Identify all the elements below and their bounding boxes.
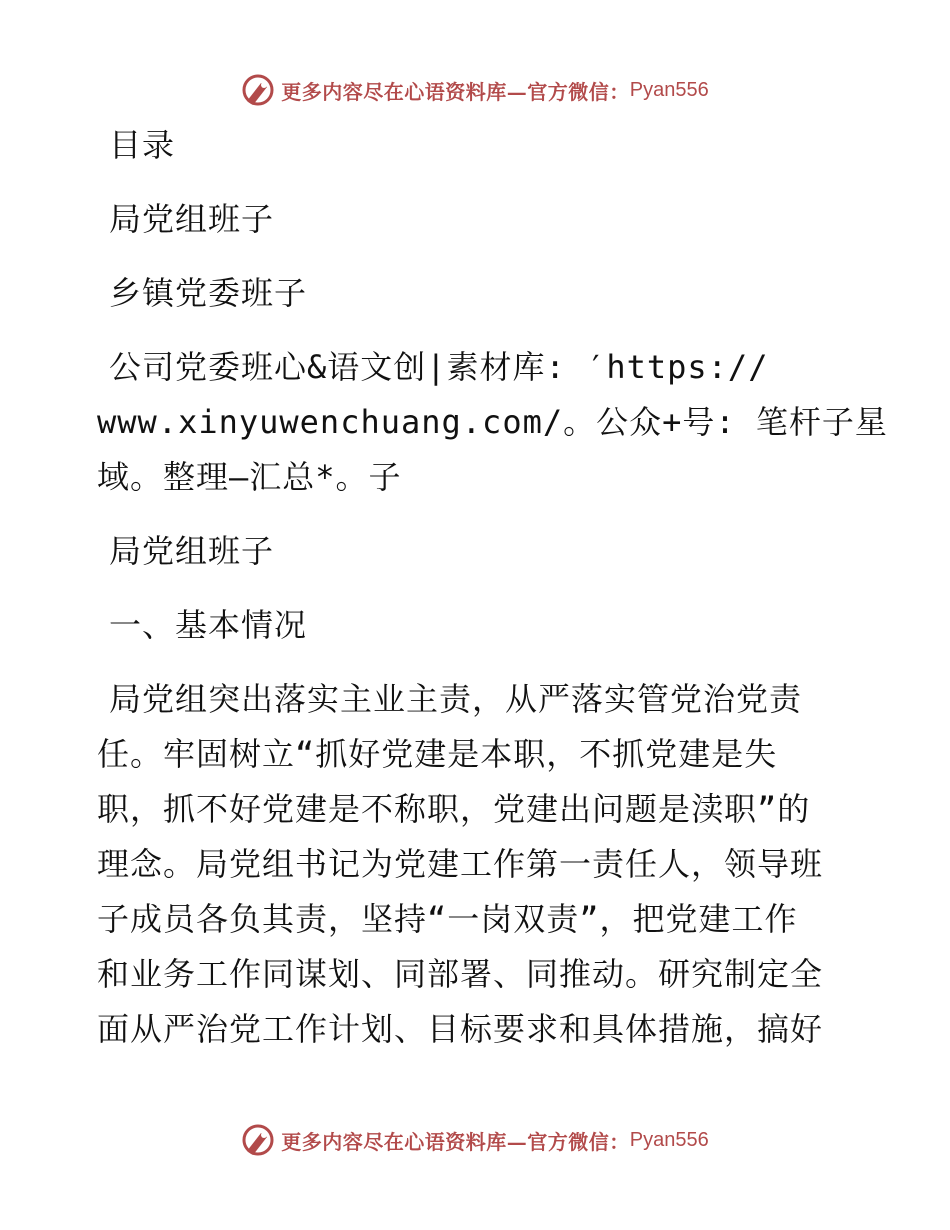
- promo-paragraph: [97, 340, 888, 505]
- toc-item: 乡镇党委班子: [109, 274, 308, 312]
- paragraph-line: 面从严治党工作计划、目标要求和具体措施，搞好: [97, 1010, 824, 1048]
- banner-text: 更多内容尽在心语资料库—官方微信：: [281, 79, 630, 104]
- banner-wechat-id: Pyan556: [629, 78, 709, 101]
- paragraph-line: 任。牢固树立“抓好党建是本职，不抓党建是失: [97, 735, 778, 773]
- header-watermark-banner: [0, 70, 950, 110]
- pen-logo-icon: [241, 1123, 275, 1157]
- footer-watermark-banner: [0, 1120, 950, 1160]
- banner-text: 更多内容尽在心语资料库—官方微信：: [281, 1129, 630, 1154]
- section-title: 局党组班子: [109, 532, 275, 570]
- toc-item: 局党组班子: [109, 200, 275, 238]
- paragraph-line: 子成员各负其责，坚持“一岗双责”，把党建工作: [97, 900, 798, 938]
- paragraph-line: 局党组突出落实主业主责，从严落实管党治党责: [109, 680, 803, 718]
- paragraph-line: 职，抓不好党建是不称职，党建出问题是渎职”的: [97, 790, 811, 828]
- promo-line: 域。整理—汇总*。子: [97, 458, 402, 496]
- promo-line: 公司党委班心&语文创|素材库: ′https://: [109, 348, 769, 386]
- paragraph-line: 和业务工作同谋划、同部署、同推动。研究制定全: [97, 955, 824, 993]
- promo-line: www.xinyuwenchuang.com/。公众+号: 笔杆子星: [97, 403, 888, 441]
- toc-title: 目录: [109, 126, 176, 164]
- pen-logo-icon: [241, 73, 275, 107]
- section-heading: 一、基本情况: [109, 606, 308, 644]
- body-paragraph: [97, 672, 857, 1057]
- document-body: [97, 118, 888, 1057]
- banner-wechat-id: Pyan556: [629, 1128, 709, 1151]
- paragraph-line: 理念。局党组书记为党建工作第一责任人，领导班: [97, 845, 824, 883]
